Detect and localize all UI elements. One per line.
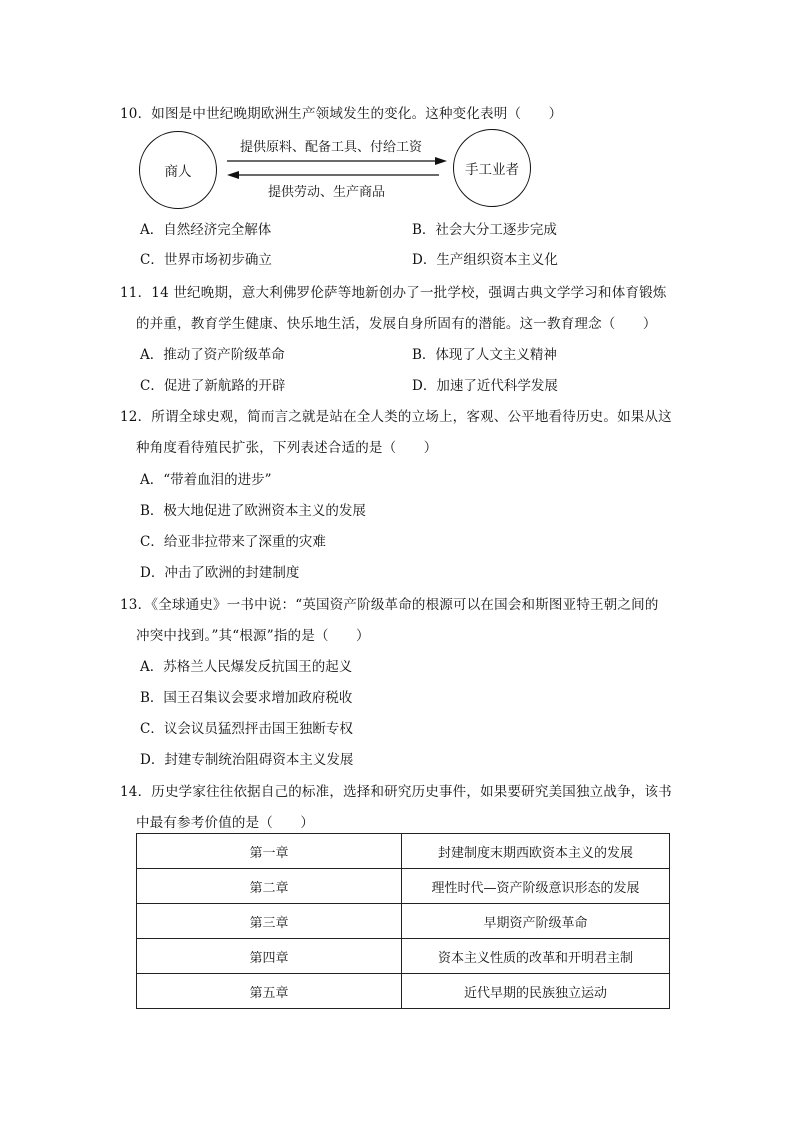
q12-option-b[interactable]: B．极大地促进了欧洲资本主义的发展 xyxy=(140,503,366,519)
table-row xyxy=(137,939,670,974)
q10-option-d[interactable]: D．生产组织资本主义化 xyxy=(412,252,558,268)
diagram-node-artisan: 手工业者 xyxy=(453,129,531,207)
q11-option-b[interactable]: B．体现了人文主义精神 xyxy=(412,347,557,363)
table-row xyxy=(137,974,670,1009)
q12-stem-line2: 种角度看待殖民扩张，下列表述合适的是（ ） xyxy=(136,440,438,456)
q10-stem: 10．如图是中世纪晚期欧洲生产领域发生的变化。这种变化表明（ ） xyxy=(120,106,563,122)
q10-option-c[interactable]: C．世界市场初步确立 xyxy=(140,252,272,268)
q13-option-b[interactable]: B．国王召集议会要求增加政府税收 xyxy=(140,690,353,706)
q11-option-c[interactable]: C．促进了新航路的开辟 xyxy=(140,378,286,394)
table-row xyxy=(137,834,670,869)
q14-stem-line1: 14．历史学家往往依据自己的标准，选择和研究历史事件，如果要研究美国独立战争，该书 xyxy=(120,784,672,800)
q14-chapter-table xyxy=(136,833,670,1009)
chapter-title: 封建制度末期西欧资本主义的发展 xyxy=(402,834,670,869)
arrow-right-head xyxy=(435,157,447,165)
chapter-title: 资本主义性质的改革和开明君主制 xyxy=(402,939,670,974)
chapter-number: 第五章 xyxy=(137,974,402,1009)
q12-option-c[interactable]: C．给亚非拉带来了深重的灾难 xyxy=(140,534,326,550)
chapter-number: 第一章 xyxy=(137,834,402,869)
q11-option-d[interactable]: D．加速了近代科学发展 xyxy=(412,378,558,394)
q12-option-d[interactable]: D．冲击了欧洲的封建制度 xyxy=(140,565,300,581)
chapter-title: 早期资产阶级革命 xyxy=(402,904,670,939)
diagram-top-label: 提供原料、配备工具、付给工资 xyxy=(240,140,423,155)
diagram-arrows xyxy=(225,155,450,181)
chapter-number: 第四章 xyxy=(137,939,402,974)
q13-option-a[interactable]: A．苏格兰人民爆发反抗国王的起义 xyxy=(140,659,353,675)
diagram-node-merchant: 商人 xyxy=(139,131,217,209)
table-row xyxy=(137,869,670,904)
q10-option-b[interactable]: B．社会大分工逐步完成 xyxy=(412,222,557,238)
q12-stem-line1: 12．所谓全球史观，简而言之就是站在全人类的立场上，客观、公平地看待历史。如果从这 xyxy=(120,409,672,425)
chapter-number: 第二章 xyxy=(137,869,402,904)
q13-option-c[interactable]: C．议会议员猛烈抨击国王独断专权 xyxy=(140,721,353,737)
chapter-number: 第三章 xyxy=(137,904,402,939)
q11-stem-line1: 11．14 世纪晚期，意大利佛罗伦萨等地新创办了一批学校，强调古典文学学习和体育锻炼 xyxy=(120,285,667,301)
q14-stem-line2: 中最有参考价值的是（ ） xyxy=(136,815,315,831)
arrow-left-head xyxy=(227,171,239,179)
diagram-bottom-label: 提供劳动、生产商品 xyxy=(268,185,386,200)
q13-stem-line2: 冲突中找到。”其“根源”指的是（ ） xyxy=(136,628,370,644)
q13-stem-line1: 13．《全球通史》一书中说：“英国资产阶级革命的根源可以在国会和斯图亚特王朝之间的 xyxy=(120,597,659,613)
q12-option-a[interactable]: A．“带着血泪的进步” xyxy=(140,472,272,488)
q11-option-a[interactable]: A．推动了资产阶级革命 xyxy=(140,347,285,363)
q10-option-a[interactable]: A．自然经济完全解体 xyxy=(140,222,272,238)
chapter-title: 近代早期的民族独立运动 xyxy=(402,974,670,1009)
table-row xyxy=(137,904,670,939)
q11-stem-line2: 的并重，教育学生健康、快乐地生活，发展自身所固有的潜能。这一教育理念（ ） xyxy=(136,316,657,332)
chapter-title: 理性时代—资产阶级意识形态的发展 xyxy=(402,869,670,904)
q13-option-d[interactable]: D．封建专制统治阻碍资本主义发展 xyxy=(140,752,354,768)
